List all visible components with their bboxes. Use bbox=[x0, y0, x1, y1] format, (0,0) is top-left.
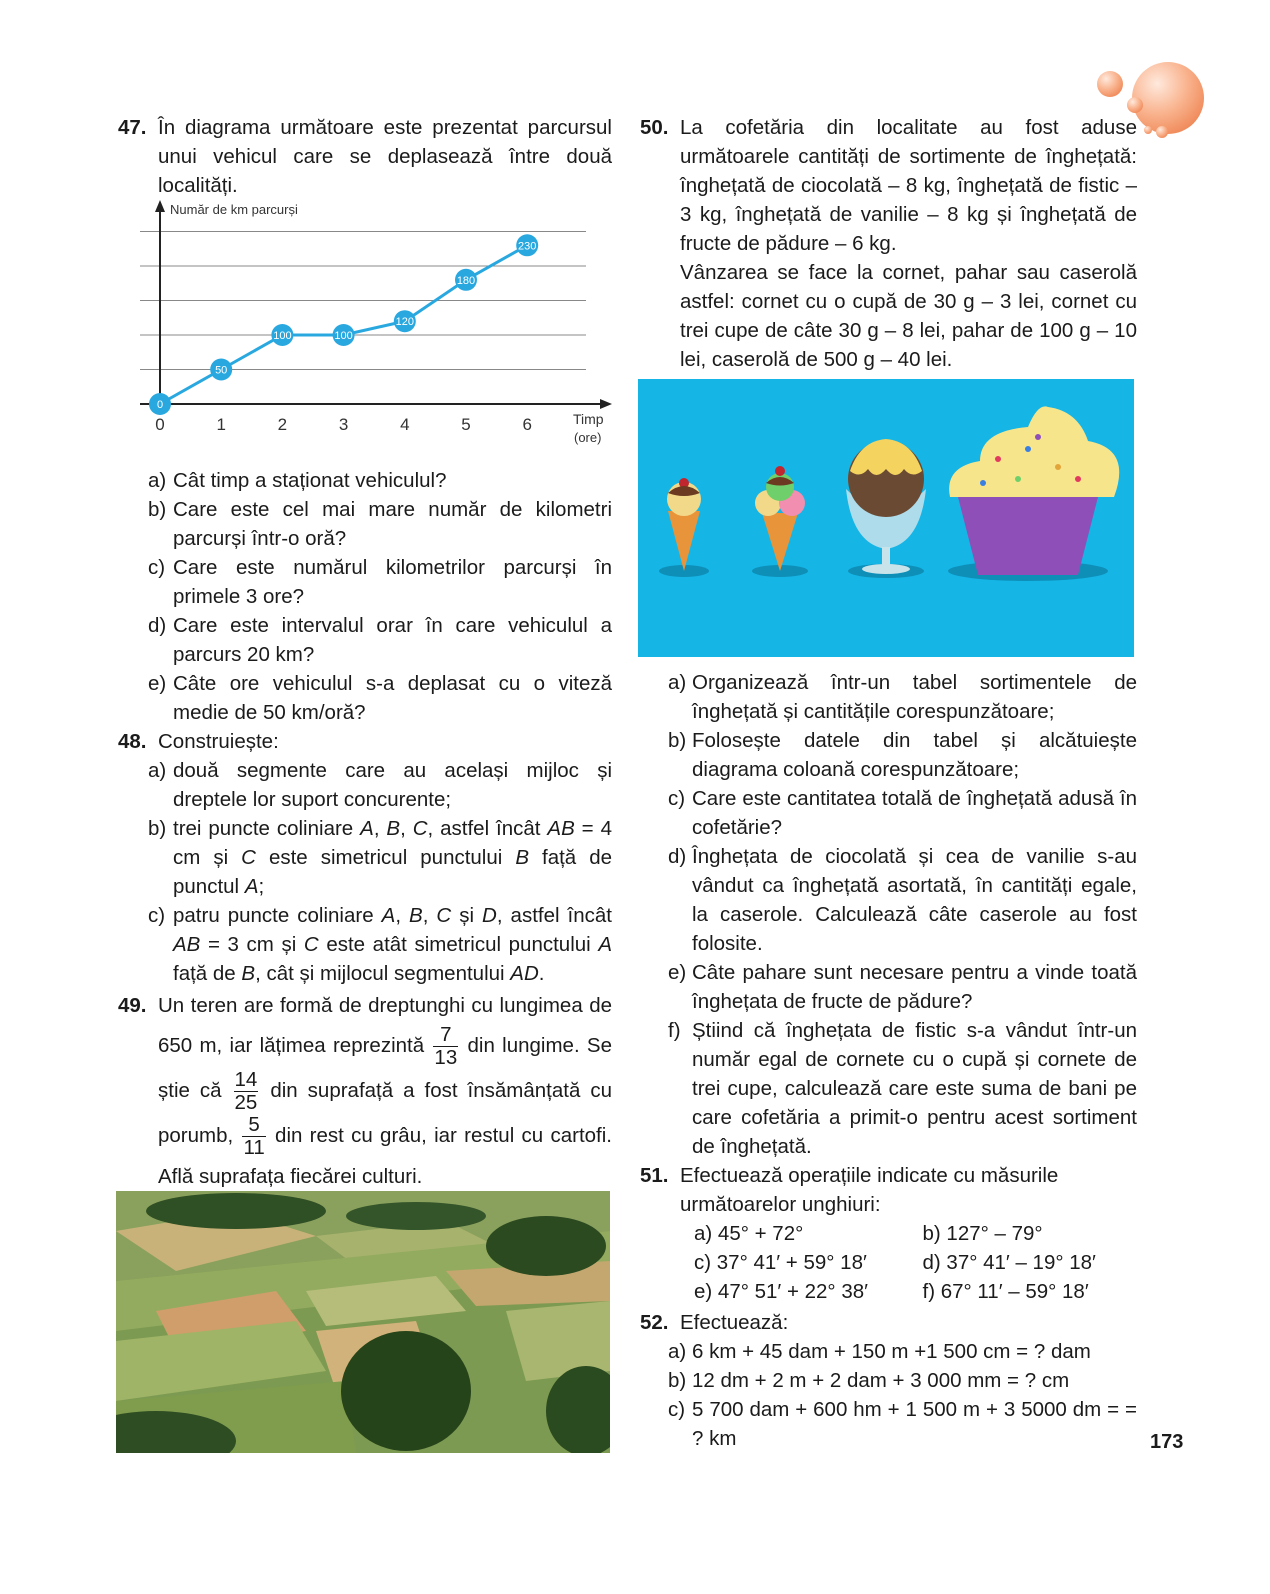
angle-operation: e) 47° 51′ + 22° 38′ bbox=[694, 1280, 868, 1303]
problem-51-items bbox=[640, 1219, 1137, 1306]
data-label: 0 bbox=[156, 399, 164, 411]
x-tick-label: 6 bbox=[522, 415, 532, 434]
question-item: f) Știind că înghețata de fistic s-a vândut într-un număr egal de cornete cu o cupă și cornete de trei cupe, calculează care este suma de bani pe care cofetăria a primit-o pentru acest sortiment de înghețată. bbox=[668, 1019, 1137, 1158]
problem-49: 49. Un teren are formă de dreptunghi cu lungimea de 650 m, iar lățimea reprezintă $\frac{7}{13}$ din lungime. Se știe că $\frac{14}{25}$ din suprafață a fost însămânțată cu porumb, $\frac{5}{11}$ din rest cu grâu, iar restul cu cartofi. Află suprafața fiecărei culturi. bbox=[118, 988, 612, 1195]
question-item: a) Cât timp a staționat vehiculul? bbox=[148, 469, 447, 492]
problem-51 bbox=[640, 1161, 1137, 1219]
problem-text-prices: Vânzarea se face la cornet, pahar sau caserolă astfel: cornet cu o cupă de 30 g – 3 lei, cornet cu trei cupe de câte 30 g – 8 lei, pahar de 100 g – 10 lei, caserolă de 500 g – 40 lei. bbox=[680, 261, 1137, 371]
problem-47-questions bbox=[118, 466, 612, 727]
problem-text: Efectuează: bbox=[680, 1311, 789, 1334]
exercise-item: c) 5 700 dam + 600 hm + 1 500 m + 3 5000 dm = = ? km bbox=[668, 1398, 1137, 1450]
problem-48-item-c: c) patru puncte coliniare A, B, C și D, astfel încât AB = 3 cm și C este atât simetricul punctului A față de B, cât și mijlocul segmentului AD. bbox=[148, 904, 613, 985]
problem-52-items bbox=[640, 1337, 1137, 1453]
page-number: 173 bbox=[1150, 1431, 1184, 1453]
data-label: 120 bbox=[395, 316, 414, 329]
angle-operation: a) 45° + 72° bbox=[694, 1222, 804, 1245]
x-tick-label: 2 bbox=[277, 415, 288, 434]
distance-time-chart bbox=[118, 202, 612, 466]
fraction: $\frac{5}{11}$ bbox=[243, 1113, 265, 1159]
ice-cream-illustration bbox=[638, 379, 1134, 657]
angle-operation: f) 67° 11′ – 59° 18′ bbox=[922, 1280, 1089, 1303]
problem-number: 51. bbox=[640, 1164, 669, 1187]
exercise-item: b) 12 dm + 2 m + 2 dam + 3 000 mm = ? cm bbox=[668, 1369, 1070, 1392]
question-item: b) Folosește datele din tabel și alcătuiește diagrama coloană corespunzătoare; bbox=[668, 729, 1137, 781]
data-label: 50 bbox=[215, 364, 228, 377]
fraction: $\frac{7}{13}$ bbox=[434, 1023, 458, 1069]
angle-operation: b) 127° – 79° bbox=[922, 1222, 1043, 1245]
farm-fields-photo bbox=[116, 1191, 610, 1453]
problem-number: 47. bbox=[118, 116, 147, 139]
problem-48 bbox=[118, 727, 612, 756]
x-tick-label: 0 bbox=[155, 415, 165, 434]
x-axis-arrow bbox=[600, 399, 612, 409]
data-label: 100 bbox=[334, 330, 353, 342]
data-label: 230 bbox=[518, 240, 537, 253]
y-axis-label: Număr de km parcurși bbox=[170, 202, 298, 217]
problem-47 bbox=[118, 113, 612, 200]
x-axis-label: Timp bbox=[573, 411, 604, 427]
problem-50 bbox=[640, 113, 1137, 374]
question-item: b) Care este cel mai mare număr de kilometri parcurși într-o oră? bbox=[148, 498, 612, 550]
problem-48-item-b: b) trei puncte coliniare A, B, C, astfel încât AB = 4 cm și C este simetricul punctului B față de punctul A; bbox=[148, 817, 613, 898]
question-item: d) Înghețata de ciocolată și cea de vanilie s-au vândut ca înghețată asortată, în cantități egale, la caserole. Calculează câte caserole au fost folosite. bbox=[668, 845, 1137, 955]
problem-number: 49. bbox=[118, 994, 147, 1017]
x-tick-label: 5 bbox=[461, 415, 471, 434]
question-item: e) Câte pahare sunt necesare pentru a vinde toată înghețata de fructe de pădure? bbox=[668, 961, 1137, 1013]
x-tick-label: 3 bbox=[338, 415, 349, 434]
exercise-item: a) 6 km + 45 dam + 150 m +1 500 cm = ? dam bbox=[668, 1340, 1091, 1363]
problem-text: Construiește: bbox=[158, 730, 279, 753]
question-item: c) Care este cantitatea totală de înghețată adusă în cofetărie? bbox=[668, 787, 1137, 839]
x-tick-label: 1 bbox=[216, 415, 226, 434]
problem-number: 48. bbox=[118, 730, 147, 753]
problem-52 bbox=[640, 1308, 1137, 1337]
problem-text: La cofetăria din localitate au fost aduse următoarele cantități de sortimente de înghețată: înghețată de ciocolată – 8 kg, înghețată de fistic – 3 kg, înghețată de vanilie – 8 kg și înghețată de fructe de pădure – 6 kg. bbox=[680, 116, 1137, 255]
question-item: e) Câte ore vehiculul s-a deplasat cu o viteză medie de 50 km/oră? bbox=[148, 672, 612, 724]
y-axis-arrow bbox=[155, 200, 165, 212]
x-tick-label: 4 bbox=[400, 415, 410, 434]
problem-text: Efectuează operațiile indicate cu măsurile următoarelor unghiuri: bbox=[680, 1164, 1059, 1216]
problem-50-questions bbox=[640, 668, 1137, 1161]
fraction: $\frac{14}{25}$ bbox=[234, 1068, 258, 1114]
problem-number: 50. bbox=[640, 116, 669, 139]
problem-text: În diagrama următoare este prezentat parcursul unui vehicul care se deplasează între două localități. bbox=[158, 116, 612, 197]
question-item: c) Care este numărul kilometrilor parcurși în primele 3 ore? bbox=[148, 556, 612, 608]
angle-operation: c) 37° 41′ + 59° 18′ bbox=[694, 1251, 867, 1274]
problem-48-item-a: a) două segmente care au același mijloc și dreptele lor suport concurente; bbox=[148, 759, 612, 811]
angle-operation: d) 37° 41′ – 19° 18′ bbox=[922, 1251, 1096, 1274]
data-label: 180 bbox=[456, 274, 476, 287]
data-label: 100 bbox=[273, 330, 292, 342]
chart-canvas bbox=[118, 202, 612, 466]
x-axis-unit: (ore) bbox=[574, 430, 602, 445]
question-item: d) Care este intervalul orar în care vehiculul a parcurs 20 km? bbox=[148, 614, 612, 666]
question-item: a) Organizează într-un tabel sortimentele de înghețată și cantitățile corespunzătoare; bbox=[668, 671, 1137, 723]
problem-number: 52. bbox=[640, 1311, 669, 1334]
